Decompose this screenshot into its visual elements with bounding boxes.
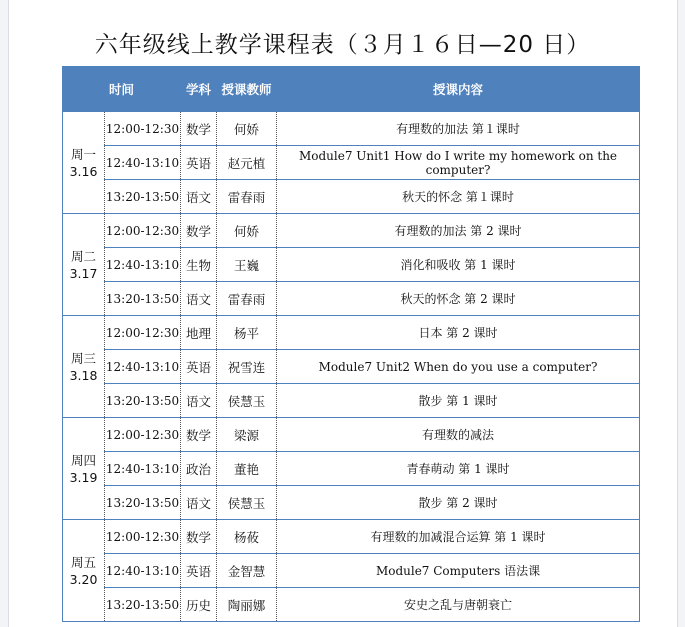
table-row [63, 282, 640, 316]
content-cell: 有理数的加法 第 2 课时 [277, 214, 640, 248]
day-date: 3.18 [69, 367, 98, 383]
subject-cell: 政治 [181, 452, 217, 486]
day-date: 3.16 [69, 163, 98, 179]
subject-cell: 数学 [181, 214, 217, 248]
day-cell [63, 112, 105, 214]
teacher-cell: 赵元植 [217, 146, 277, 180]
subject-cell: 历史 [181, 588, 217, 622]
day-name: 周三 [70, 350, 96, 366]
content-cell: Module7 Computers 语法课 [277, 554, 640, 588]
teacher-cell: 雷春雨 [217, 180, 277, 214]
subject-cell: 语文 [181, 180, 217, 214]
content-cell: 散步 第 1 课时 [277, 384, 640, 418]
subject-cell: 数学 [181, 520, 217, 554]
teacher-cell: 王巍 [217, 248, 277, 282]
teacher-cell: 雷春雨 [217, 282, 277, 316]
content-cell: 日本 第 2 课时 [277, 316, 640, 350]
table-row [63, 486, 640, 520]
content-cell: Module7 Unit1 How do I write my homework on the computer? [277, 146, 640, 180]
day-name: 周五 [70, 554, 96, 570]
table-row [63, 248, 640, 282]
time-cell: 12:40-13:10 [105, 248, 181, 282]
subject-cell: 英语 [181, 146, 217, 180]
day-date: 3.17 [69, 265, 98, 281]
content-cell: 有理数的加法 第１课时 [277, 112, 640, 146]
day-cell [63, 316, 105, 418]
time-cell: 13:20-13:50 [105, 180, 181, 214]
subject-cell: 语文 [181, 384, 217, 418]
subject-cell: 地理 [181, 316, 217, 350]
time-cell: 12:00-12:30 [105, 520, 181, 554]
time-cell: 13:20-13:50 [105, 588, 181, 622]
time-cell: 13:20-13:50 [105, 384, 181, 418]
teacher-cell: 侯慧玉 [217, 486, 277, 520]
teacher-cell: 杨平 [217, 316, 277, 350]
content-cell: 有理数的减法 [277, 418, 640, 452]
teacher-cell: 陶丽娜 [217, 588, 277, 622]
time-cell: 12:40-13:10 [105, 146, 181, 180]
content-cell: 消化和吸收 第 1 课时 [277, 248, 640, 282]
subject-cell: 语文 [181, 282, 217, 316]
teacher-cell: 梁源 [217, 418, 277, 452]
content-cell: 秋天的怀念 第１课时 [277, 180, 640, 214]
teacher-cell: 侯慧玉 [217, 384, 277, 418]
table-row [63, 146, 640, 180]
content-cell: 散步 第 2 课时 [277, 486, 640, 520]
day-date: 3.19 [69, 469, 98, 485]
teacher-cell: 何娇 [217, 214, 277, 248]
subject-cell: 数学 [181, 112, 217, 146]
time-cell: 12:00-12:30 [105, 214, 181, 248]
day-name: 周一 [70, 146, 96, 162]
table-row [63, 316, 640, 350]
content-cell: 有理数的加减混合运算 第 1 课时 [277, 520, 640, 554]
time-cell: 13:20-13:50 [105, 486, 181, 520]
day-cell [63, 520, 105, 622]
header-row [63, 67, 640, 112]
table-row [63, 418, 640, 452]
teacher-cell: 何娇 [217, 112, 277, 146]
page-frame-left [0, 0, 9, 627]
header-teacher: 授课教师 [217, 67, 277, 112]
day-name: 周四 [70, 452, 96, 468]
time-cell: 12:40-13:10 [105, 452, 181, 486]
content-cell: 青春萌动 第 1 课时 [277, 452, 640, 486]
schedule-table [62, 66, 640, 622]
header-subject: 学科 [181, 67, 217, 112]
table-row [63, 214, 640, 248]
subject-cell: 英语 [181, 350, 217, 384]
teacher-cell: 董艳 [217, 452, 277, 486]
content-cell: Module7 Unit2 When do you use a computer? [277, 350, 640, 384]
time-cell: 12:40-13:10 [105, 554, 181, 588]
day-cell [63, 214, 105, 316]
header-time: 时间 [63, 67, 181, 112]
subject-cell: 英语 [181, 554, 217, 588]
time-cell: 12:00-12:30 [105, 112, 181, 146]
teacher-cell: 杨莜 [217, 520, 277, 554]
content-cell: 安史之乱与唐朝衰亡 [277, 588, 640, 622]
table-row [63, 554, 640, 588]
table-row [63, 520, 640, 554]
day-date: 3.20 [69, 571, 98, 587]
day-cell [63, 418, 105, 520]
time-cell: 12:00-12:30 [105, 418, 181, 452]
header-content: 授课内容 [277, 67, 640, 112]
table-row [63, 350, 640, 384]
time-cell: 12:00-12:30 [105, 316, 181, 350]
page-frame-right [677, 0, 685, 627]
table-row [63, 180, 640, 214]
page-title: 六年级线上教学课程表（３月１６日—20 日） [94, 32, 591, 58]
content-cell: 秋天的怀念 第 2 课时 [277, 282, 640, 316]
teacher-cell: 金智慧 [217, 554, 277, 588]
teacher-cell: 祝雪连 [217, 350, 277, 384]
time-cell: 13:20-13:50 [105, 282, 181, 316]
time-cell: 12:40-13:10 [105, 350, 181, 384]
table-row [63, 452, 640, 486]
day-name: 周二 [70, 248, 96, 264]
subject-cell: 语文 [181, 486, 217, 520]
table-row [63, 112, 640, 146]
table-row [63, 588, 640, 622]
table-row [63, 384, 640, 418]
subject-cell: 生物 [181, 248, 217, 282]
subject-cell: 数学 [181, 418, 217, 452]
